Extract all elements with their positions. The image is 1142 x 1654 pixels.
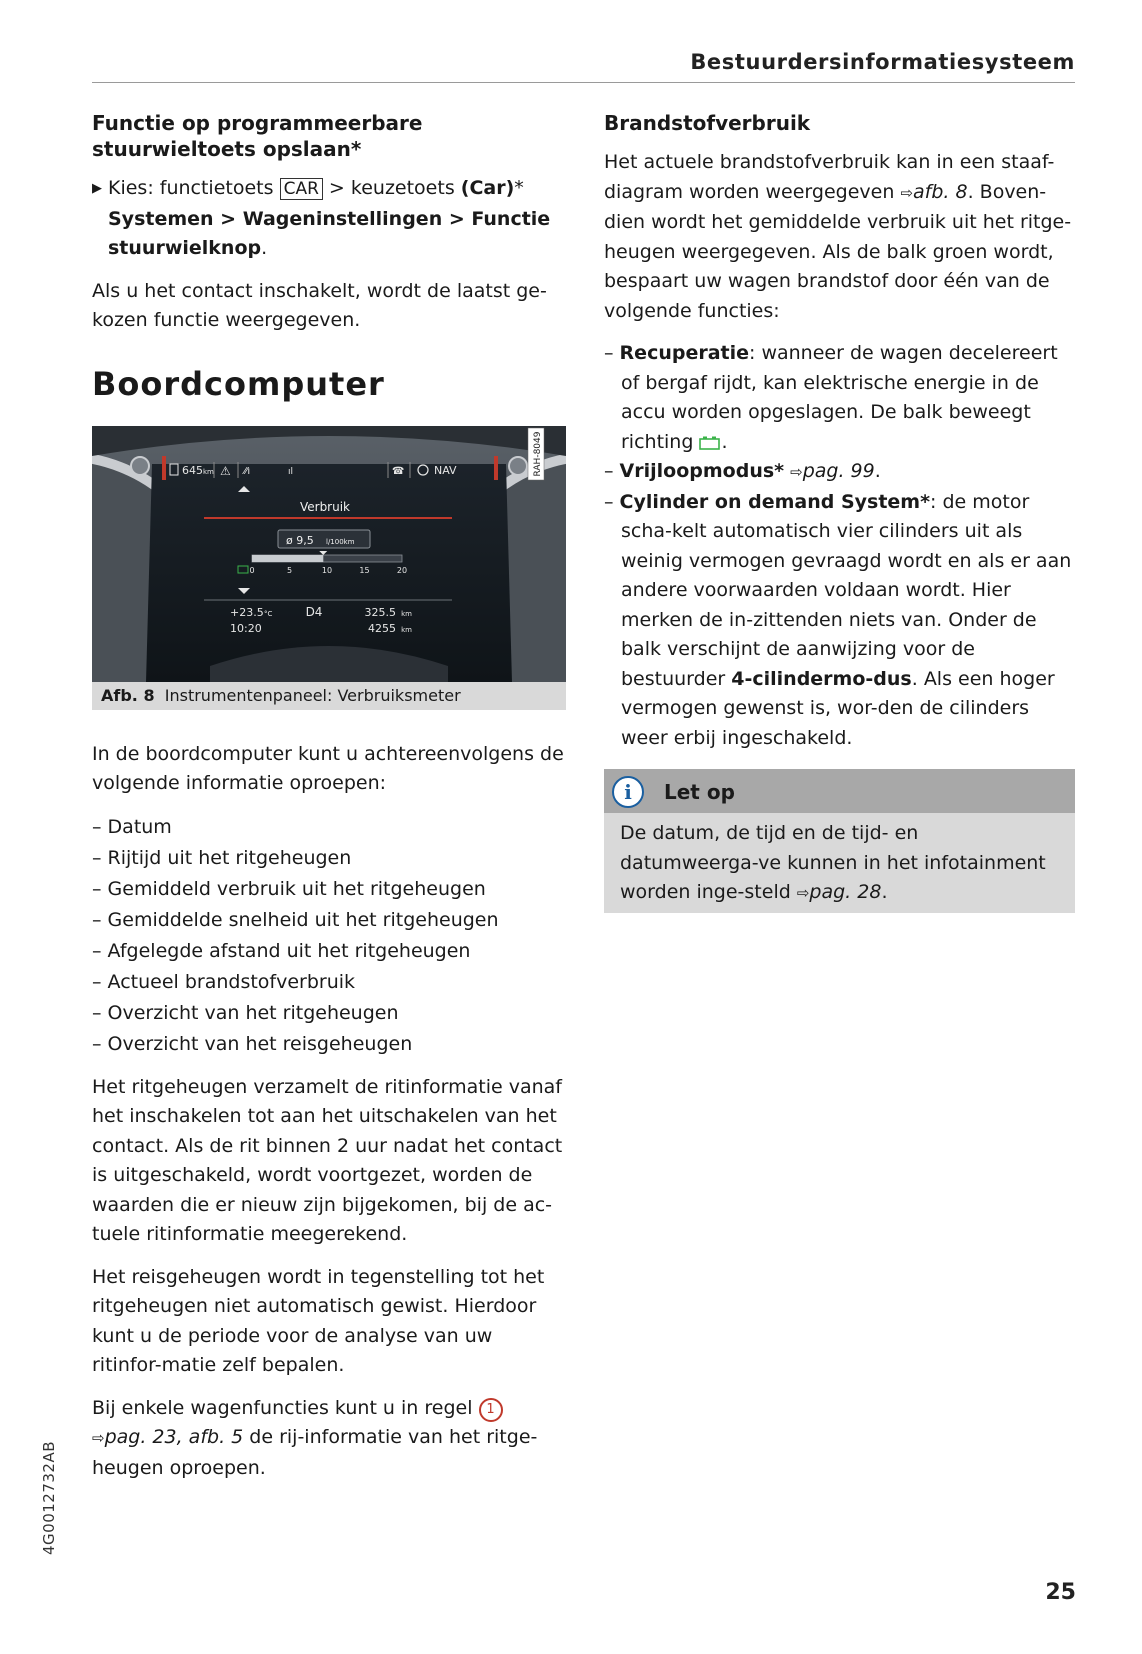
menu-path: Systemen > Wageninstellingen > Functie stuurwielknop — [108, 207, 551, 259]
svg-text:km: km — [203, 467, 214, 476]
screen-title: Verbruik — [299, 499, 351, 514]
svg-text:km: km — [401, 625, 412, 634]
clock-time: 10:20 — [230, 621, 262, 635]
step-bullet-icon: ▶ — [92, 181, 102, 196]
page-reference-link[interactable]: pag. 23, afb. 5 — [104, 1426, 244, 1448]
left-column — [92, 110, 566, 1496]
paragraph-contact: Als u het contact inschakelt, wordt de laatst ge-kozen functie weergegeven. — [92, 279, 547, 331]
average-consumption: ø 9,5 — [286, 533, 314, 547]
gear-indicator: D4 — [305, 604, 323, 619]
list-item: – Overzicht van het reisgeheugen — [92, 1032, 413, 1055]
note-header — [604, 769, 1075, 813]
paragraph-ritgeheugen: Het ritgeheugen verzamelt de ritinformatie vanaf het inschakelen tot aan het uitschakelen van het contact. Als de rit binnen 2 uur nadat het contact is uitgeschakeld, wordt voortgezet, worden de waarden die er nieuw zijn bijgekomen, bij de ac-tuele ritinformatie meegerekend. — [92, 1075, 563, 1245]
list-item: – Rijtijd uit het ritgeheugen — [92, 846, 352, 869]
page-reference-link[interactable]: pag. 28 — [809, 881, 882, 903]
figure-verbruiksmeter — [92, 426, 566, 710]
arrow-icon: ⇨ — [900, 183, 914, 202]
caption-label: Afb. 8 — [101, 685, 155, 705]
info-list — [92, 812, 566, 1060]
heading-boordcomputer: Boordcomputer — [92, 364, 385, 403]
scale-tick-20: 20 — [396, 565, 408, 575]
battery-icon — [699, 436, 721, 450]
scale-tick-10: 10 — [321, 565, 333, 575]
section-title-brandstofverbruik: Brandstofverbruik — [604, 111, 811, 135]
warning-icon: ⚠ — [220, 463, 231, 478]
signal-icon: ıl — [288, 466, 294, 477]
list-item: – Gemiddelde snelheid uit het ritgeheugen — [92, 908, 499, 931]
arrow-icon: ⇨ — [92, 1429, 105, 1447]
svg-text:°C: °C — [264, 609, 273, 618]
range-readout: 645 — [182, 463, 203, 477]
list-item: – Datum — [92, 815, 172, 838]
scale-tick-0: 0 — [249, 565, 255, 575]
note-box — [604, 769, 1075, 913]
image-code: RAH-8049 — [533, 431, 543, 476]
callout-marker: 1 — [479, 1398, 503, 1422]
instrument-panel-image — [92, 426, 566, 682]
info-icon: i — [612, 776, 644, 808]
svg-text:km: km — [401, 609, 412, 618]
section-title-stuurwieltoets: Functie op programmeerbare stuurwieltoets opslaan* — [92, 111, 423, 161]
figure-caption — [92, 682, 566, 710]
header-title: Bestuurdersinformatiesysteem — [690, 50, 1075, 74]
paragraph-brandstofverbruik: Het actuele brandstofverbruik kan in een staaf-diagram worden weergegeven ⇨afb. 8. Boven-dien wordt het gemiddelde verbruik uit het ritge-heugen weergegeven. Als de balk groen wordt, bespaart uw wagen brandstof door één van de volgende functies: — [604, 151, 1072, 322]
nav-label: NAV — [434, 463, 457, 477]
svg-text:l/100km: l/100km — [326, 537, 355, 546]
car-key-label: CAR — [280, 178, 323, 200]
list-item-cylinder-on-demand: – Cylinder on demand System*: de motor scha-kelt automatisch vier cilinders uit als weinig vermogen gevraagd wordt en als er aan andere voorwaarden voldaan wordt. Hier merken de in-zittenden niets van. Onder de balk verschijnt de aanwijzing voor de bestuurder 4-cilindermo-dus. Als een hoger vermogen gewenst is, wor-den de cilinders weer erbij ingeschakeld. — [604, 490, 1072, 749]
paragraph-intro-list: In de boordcomputer kunt u achtereenvolgens de volgende informatie oproepen: — [92, 742, 564, 794]
page-number: 25 — [1045, 1580, 1076, 1605]
paragraph-wagenfuncties: Bij enkele wagenfuncties kunt u in regel 1 ⇨pag. 23, afb. 5 de rij-informatie van het ritge-heugen oproepen. — [92, 1396, 538, 1479]
outside-temperature: +23.5 — [230, 605, 264, 619]
list-item-vrijloopmodus: – Vrijloopmodus* ⇨pag. 99. — [604, 460, 881, 482]
phone-icon: ☎ — [392, 465, 405, 477]
road-icon: ⁄⁄ı — [244, 465, 251, 477]
document-code: 4G0012732AB — [40, 1440, 58, 1555]
scale-tick-5: 5 — [286, 565, 293, 575]
note-body: De datum, de tijd en de tijd- en datumweerga-ve kunnen in het infotainment worden inge-steld ⇨pag. 28. — [620, 822, 1046, 903]
list-item: – Actueel brandstofverbruik — [92, 970, 356, 993]
arrow-icon: ⇨ — [790, 463, 803, 481]
instruction-step: ▶ Kies: functietoets CAR > keuzetoets (Car)* Systemen > Wageninstellingen > Functie stuurwielknop. — [92, 174, 566, 264]
page-reference-link[interactable]: pag. 99 — [802, 460, 875, 482]
figure-reference-link[interactable]: afb. 8 — [913, 180, 968, 203]
list-item-recuperatie: – Recuperatie: wanneer de wagen decelereert of bergaf rijdt, kan elektrische energie in de accu worden opgeslagen. De balk beweegt richting . — [604, 342, 1058, 453]
page-header — [92, 48, 1075, 83]
odometer: 4255 — [368, 621, 396, 635]
list-item: – Gemiddeld verbruik uit het ritgeheugen — [92, 877, 486, 900]
caption-text: Instrumentenpaneel: Verbruiksmeter — [164, 685, 461, 705]
scale-tick-15: 15 — [359, 565, 370, 575]
functions-list — [604, 339, 1075, 753]
trip-distance: 325.5 — [364, 605, 396, 619]
list-item: – Afgelegde afstand uit het ritgeheugen — [92, 939, 471, 962]
arrow-icon: ⇨ — [796, 884, 810, 902]
note-title: Let op — [664, 780, 735, 804]
right-column — [604, 110, 1075, 913]
paragraph-reisgeheugen: Het reisgeheugen wordt in tegenstelling tot het ritgeheugen niet automatisch gewist. Hierdoor kunt u de periode voor de analyse van uw ritinfor-matie zelf bepalen. — [92, 1265, 545, 1376]
consumption-bar-fill — [252, 555, 323, 562]
list-item: – Overzicht van het ritgeheugen — [92, 1001, 399, 1024]
